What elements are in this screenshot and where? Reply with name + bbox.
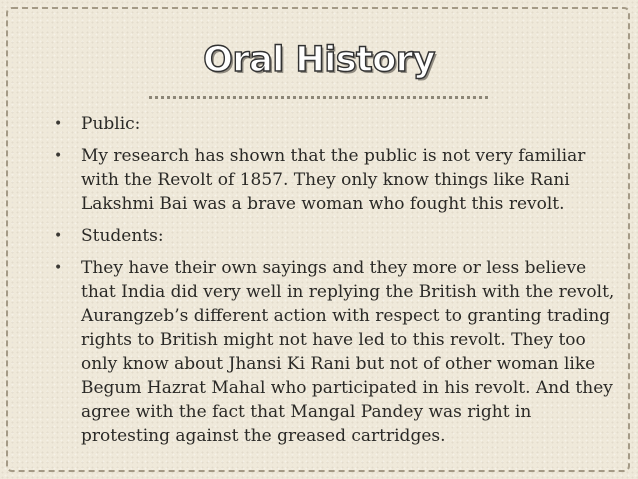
bullet-text: They have their own sayings and they more or less believe that India did very well in replying the British with the revolt, Aurangzeb’s different action with respect to granting trading rights to British might not have led to this revolt. They too only know about Jhansi Ki Rani but not of other woman like Begum Hazrat Mahal who participated in his revolt. And they agree with the fact that Mangal Pandey was right in protesting against the greased cartridges. [81, 258, 615, 446]
bullet-text: Students: [81, 226, 164, 246]
bullet-icon: • [54, 116, 63, 132]
bullet-item-public-findings [0, 144, 638, 216]
bullet-item-students-heading [0, 224, 638, 248]
bullet-item-students-findings [0, 256, 638, 448]
bullet-text: Public: [81, 114, 141, 134]
bullet-list [0, 112, 638, 456]
bullet-icon: • [54, 148, 63, 164]
bullet-item-public-heading [0, 112, 638, 136]
bullet-icon: • [54, 228, 63, 244]
bullet-icon: • [54, 260, 63, 276]
slide-title: Oral History [203, 40, 435, 80]
title-divider [149, 96, 488, 99]
bullet-text: My research has shown that the public is not very familiar with the Revolt of 1857. They only know things like Rani Lakshmi Bai was a brave woman who fought this revolt. [81, 146, 586, 214]
